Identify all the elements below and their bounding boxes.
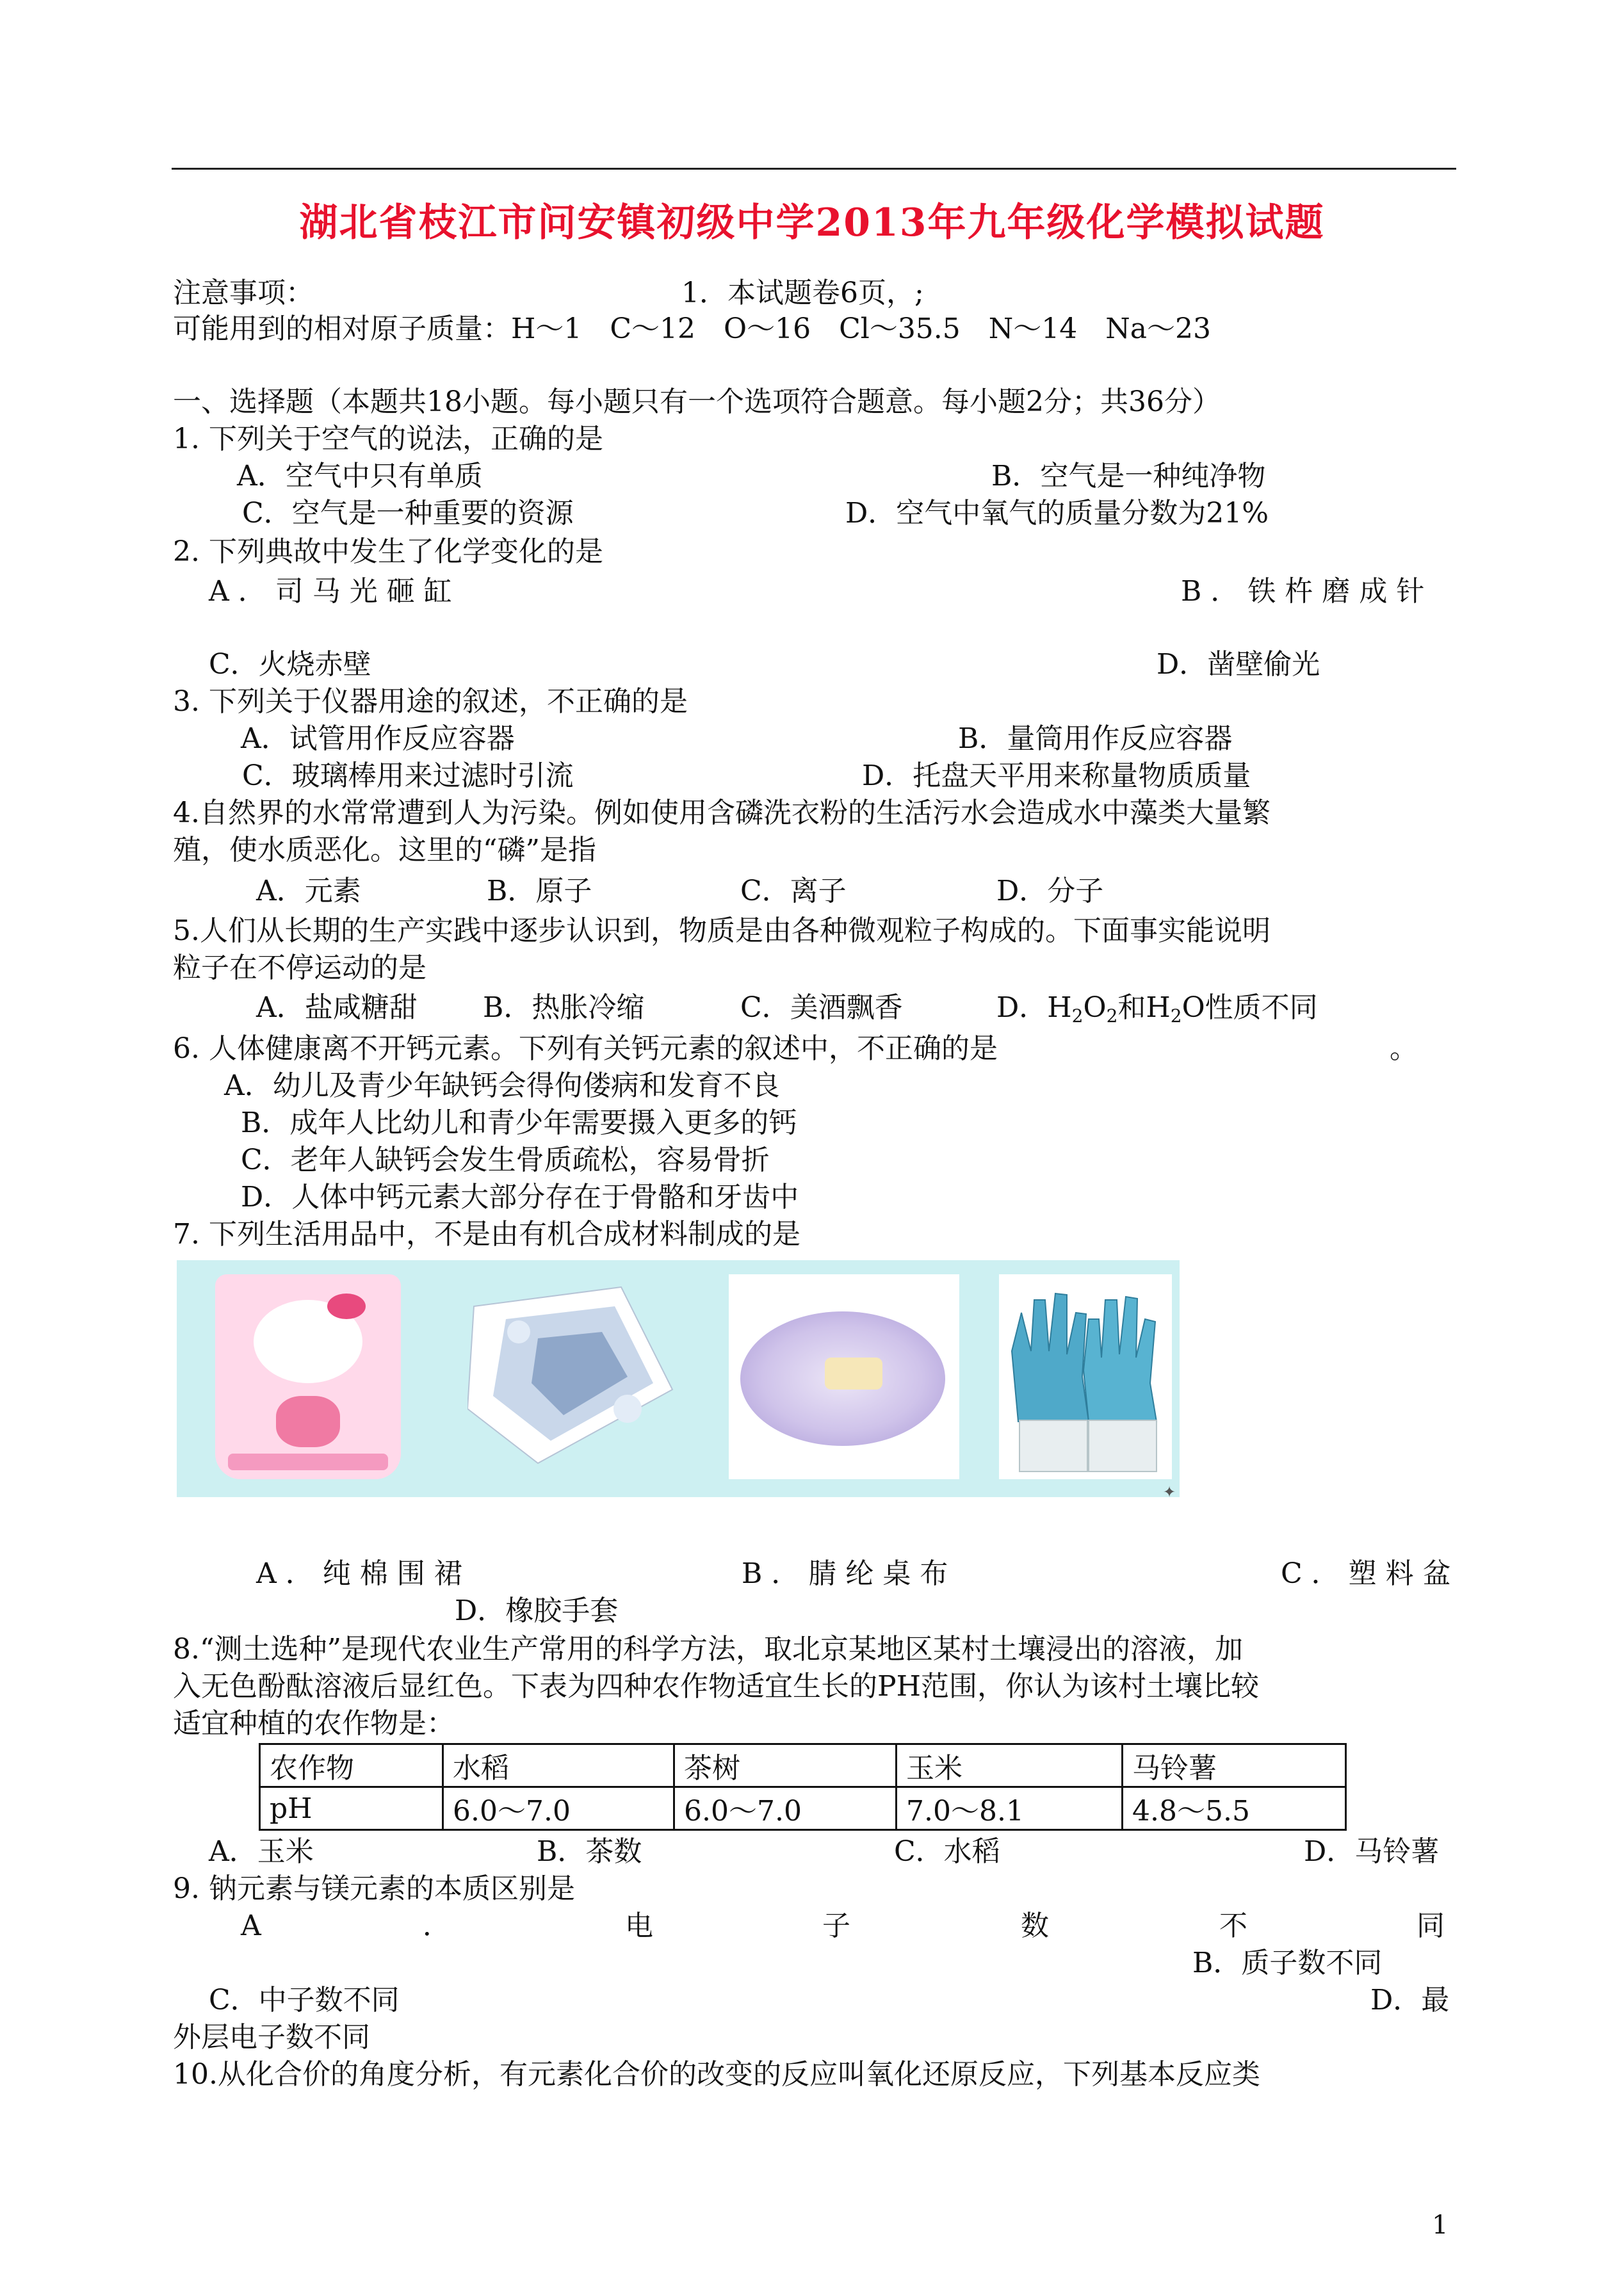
option-a-char: ． [423, 1910, 451, 1942]
subscript: 2 [1106, 1005, 1118, 1026]
table-cell: 农作物 [260, 1744, 443, 1787]
table-cell: 6.0～7.0 [674, 1787, 897, 1830]
question-stem: 3. 下列关于仪器用途的叙述，不正确的是 [173, 685, 688, 718]
table-cell: 水稻 [443, 1744, 674, 1787]
option-a: A．盐咸糖甜 [256, 991, 418, 1024]
option-c: C．离子 [740, 875, 847, 907]
option-d: D．空气中氧气的质量分数为21% [845, 497, 1269, 530]
option-d-suffix: O性质不同 [1181, 991, 1318, 1024]
option-c: C．老年人缺钙会发生骨质疏松，容易骨折 [241, 1144, 770, 1176]
table-cell: 7.0～8.1 [897, 1787, 1123, 1830]
apron-print-band [228, 1454, 388, 1470]
option-b: B．空气是一种纯净物 [991, 460, 1266, 492]
option-d: D．橡胶手套 [455, 1594, 619, 1627]
option-a-char: 数 [1021, 1910, 1049, 1942]
atomic-mass-line: 可能用到的相对原子质量：H～1 C～12 O～16 Cl～35.5 N～14 Na～23 [173, 312, 1211, 345]
question-stem-line3: 适宜种植的农作物是： [173, 1707, 455, 1740]
anchor-mark-icon: ✦ [1163, 1483, 1176, 1501]
question-stem-line1: 8.“测土选种”是现代农业生产常用的科学方法，取北京某地区某村土壤浸出的溶液，加 [173, 1633, 1243, 1666]
stem-end-mark: 。 [1390, 1032, 1418, 1065]
question-stem: 6. 人体健康离不开钙元素。下列有关钙元素的叙述中，不正确的是 [173, 1032, 998, 1065]
question-stem: 10.从化合价的角度分析，有元素化合价的改变的反应叫氧化还原反应，下列基本反应类 [173, 2058, 1260, 2091]
table-cell: 茶树 [674, 1744, 897, 1787]
section-heading: 一、选择题（本题共18小题。每小题只有一个选项符合题意。每小题2分；共36分） [173, 385, 1221, 418]
basin-sticker-shape [825, 1358, 882, 1390]
option-d [996, 990, 1318, 1034]
option-d: D．托盘天平用来称量物质质量 [862, 759, 1251, 792]
option-d-and: 和H [1117, 991, 1171, 1024]
table-cell: pH [260, 1787, 443, 1830]
subscript: 2 [1170, 1005, 1182, 1026]
option-a-char: 同 [1417, 1910, 1445, 1942]
tablecloth-image [467, 1281, 679, 1466]
option-b: B．原子 [487, 875, 592, 907]
option-b: B．成年人比幼儿和青少年需要摄入更多的钙 [241, 1107, 797, 1139]
question-stem-line1: 4.自然界的水常常遭到人为污染。例如使用含磷洗衣粉的生活污水会造成水中藻类大量繁 [173, 797, 1271, 829]
option-a-char: 电 [625, 1910, 653, 1942]
option-d-o: O [1083, 991, 1107, 1024]
option-c: C．火烧赤壁 [209, 648, 371, 681]
question-stem-line2: 殖，使水质恶化。这里的“磷”是指 [173, 834, 596, 866]
option-c: C．塑料盆 [1281, 1557, 1460, 1590]
option-b: B．茶数 [537, 1835, 642, 1868]
option-a: A．空气中只有单质 [237, 460, 483, 492]
option-a-char: A [241, 1910, 261, 1942]
plastic-basin-image [729, 1274, 959, 1479]
option-c: C．水稻 [894, 1835, 1000, 1868]
table-cell: 马铃薯 [1123, 1744, 1346, 1787]
table-cell: 玉米 [897, 1744, 1123, 1787]
option-b: B．腈纶桌布 [742, 1557, 957, 1590]
crop-ph-table [259, 1743, 1347, 1831]
option-c: C．中子数不同 [209, 1984, 400, 2016]
option-c: C．玻璃棒用来过滤时引流 [242, 759, 574, 792]
option-b: B．质子数不同 [1192, 1947, 1383, 1979]
question-stem: 1. 下列关于空气的说法，正确的是 [173, 423, 603, 455]
option-a: A．司马光砸缸 [209, 575, 461, 608]
table-cell: 4.8～5.5 [1123, 1787, 1346, 1830]
question-stem-line2: 入无色酚酞溶液后显红色。下表为四种农作物适宜生长的PH范围，你认为该村土壤比较 [173, 1670, 1259, 1703]
option-b: B．量筒用作反应容器 [958, 722, 1233, 755]
notice-label: 注意事项： [173, 277, 314, 309]
question-stem-line1: 5.人们从长期的生产实践中逐步认识到，物质是由各种微观粒子构成的。下面事实能说明 [173, 914, 1271, 947]
option-a: A．幼儿及青少年缺钙会得佝偻病和发育不良 [224, 1069, 780, 1102]
option-a-char: 不 [1219, 1910, 1247, 1942]
option-a-char: 子 [822, 1910, 850, 1942]
option-a: A．元素 [256, 875, 361, 907]
option-d: D．最 [1370, 1984, 1450, 2016]
bear-shape [276, 1396, 340, 1447]
bow-shape [327, 1293, 366, 1319]
option-b: B．热胀冷缩 [483, 991, 645, 1024]
option-a: A．纯棉围裙 [256, 1557, 471, 1590]
option-c: C．空气是一种重要的资源 [242, 497, 574, 530]
question-stem: 7. 下列生活用品中，不是由有机合成材料制成的是 [173, 1218, 800, 1251]
table-row [260, 1787, 1346, 1830]
notice-item: 1．本试题卷6页，; [681, 277, 924, 309]
table-cell: 6.0～7.0 [443, 1787, 674, 1830]
option-d-continued: 外层电子数不同 [173, 2021, 370, 2054]
option-d: D．马铃薯 [1304, 1835, 1440, 1868]
page-number: 1 [1432, 2210, 1449, 2240]
option-a: A．玉米 [209, 1835, 314, 1868]
option-d: D．凿壁偷光 [1157, 648, 1320, 681]
option-d: D．人体中钙元素大部分存在于骨骼和牙齿中 [241, 1181, 799, 1213]
rubber-gloves-image [999, 1274, 1172, 1479]
table-header-row [260, 1744, 1346, 1787]
question-stem-line2: 粒子在不停运动的是 [173, 952, 426, 984]
option-d: D．分子 [996, 875, 1104, 907]
question-stem: 2. 下列典故中发生了化学变化的是 [173, 535, 603, 568]
option-b: B．铁杵磨成针 [1181, 575, 1434, 608]
option-c: C．美酒飘香 [740, 991, 903, 1024]
option-d-prefix: D．H [996, 991, 1072, 1024]
page-title: 湖北省枝江市问安镇初级中学2013年九年级化学模拟试题 [299, 200, 1325, 245]
apron-image [215, 1274, 401, 1479]
question-stem: 9. 钠元素与镁元素的本质区别是 [173, 1872, 575, 1905]
header-rule [172, 168, 1456, 170]
option-a: A．试管用作反应容器 [241, 722, 515, 755]
subscript: 2 [1071, 1005, 1084, 1026]
